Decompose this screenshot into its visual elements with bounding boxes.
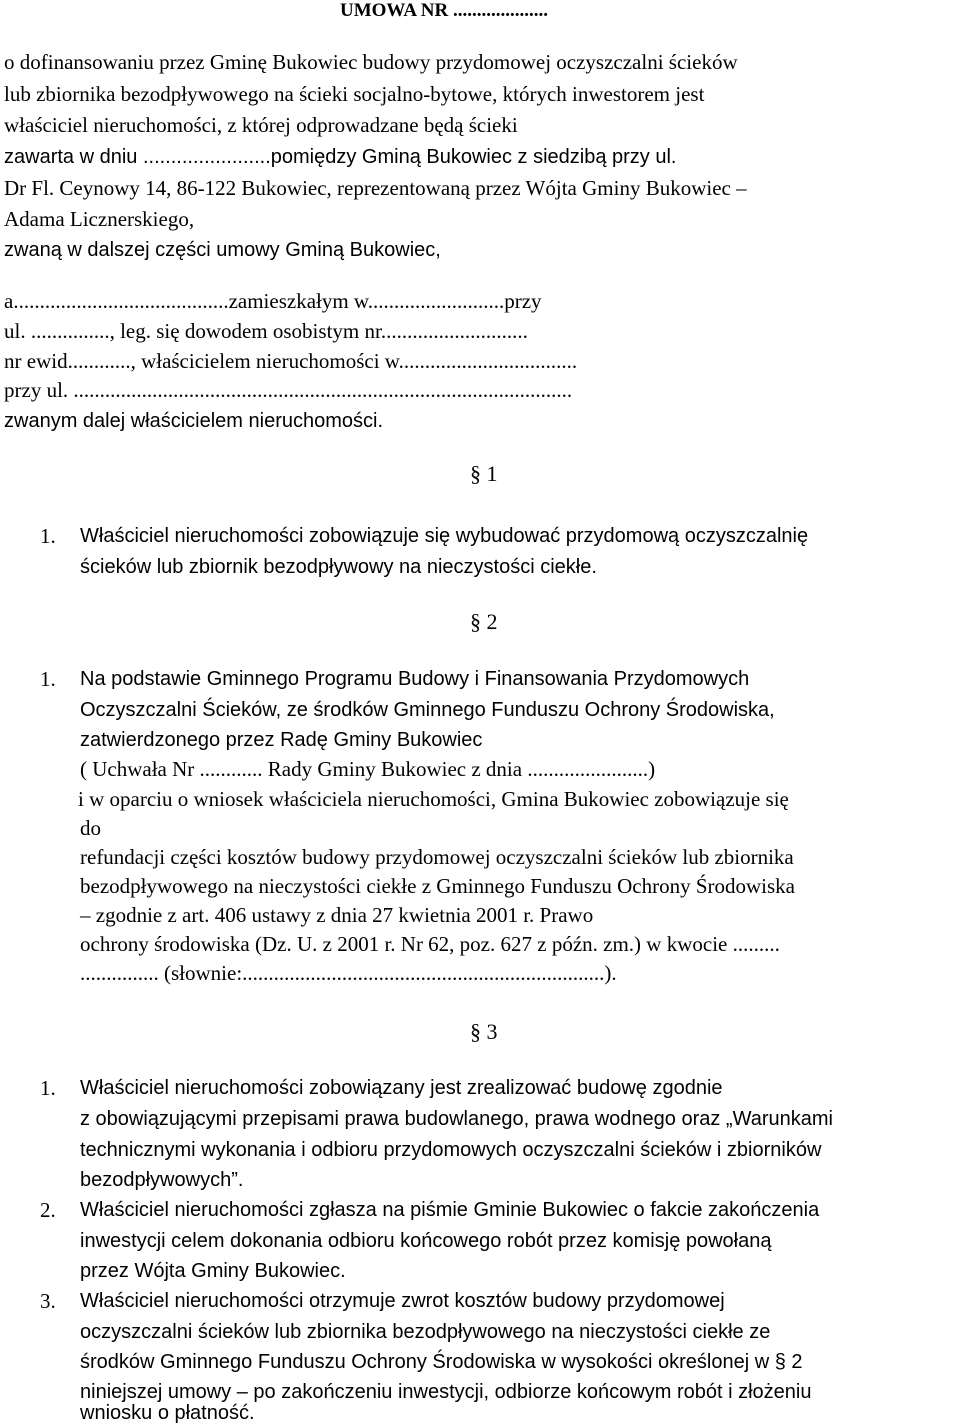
section-3-item-1-line-1: Właściciel nieruchomości zobowiązany jest zrealizować budowę zgodnie [80,1077,723,1099]
party-line-4: przy ul. ............................................................................................... [4,378,573,402]
section-3-item-3-line-1: Właściciel nieruchomości otrzymuje zwrot kosztów budowy przydomowej [80,1290,725,1312]
section-1-item-1-line-1: Właściciel nieruchomości zobowiązuje się wybudować przydomową oczyszczalnię [80,525,809,547]
document-title: UMOWA NR .................... [340,0,548,21]
section-2-item-1-line-10: ochrony środowiska (Dz. U. z 2001 r. Nr 62, poz. 627 z późn. zm.) w kwocie ......... [80,932,780,956]
section-3-heading: § 3 [470,1019,498,1044]
section-2-item-1-number: 1. [40,667,56,691]
preamble-line-7: zwaną w dalszej części umowy Gminą Bukowiec, [4,239,441,261]
preamble-line-4: zawarta w dniu .......................pomiędzy Gminą Bukowiec z siedzibą przy ul. [4,146,677,168]
party-line-5: zwanym dalej właścicielem nieruchomości. [4,410,384,432]
section-2-heading: § 2 [470,609,498,634]
section-2-item-1-line-11: ............... (słownie:.....................................................................). [80,961,617,985]
section-1-heading: § 1 [470,461,498,486]
section-3-item-3-line-5: wniosku o płatność. [80,1402,255,1424]
section-2-item-1-line-5: i w oparciu o wniosek właściciela nieruchomości, Gmina Bukowiec zobowiązuje się [78,787,789,811]
section-3-item-3-line-2: oczyszczalni ścieków lub zbiornika bezodpływowego na nieczystości ciekłe ze [80,1321,771,1343]
party-line-2: ul. ..............., leg. się dowodem osobistym nr............................ [4,319,528,343]
preamble-line-5: Dr Fl. Ceynowy 14, 86-122 Bukowiec, reprezentowaną przez Wójta Gminy Bukowiec – [4,176,747,200]
section-2-item-1-line-1: Na podstawie Gminnego Programu Budowy i Finansowania Przydomowych [80,668,750,690]
section-3-item-2-number: 2. [40,1198,56,1222]
section-2-item-1-line-2: Oczyszczalni Ścieków, ze środków Gminnego Funduszu Ochrony Środowiska, [80,699,775,721]
party-line-1: a.........................................zamieszkałym w..........................przy [4,289,542,313]
section-3-item-2-line-1: Właściciel nieruchomości zgłasza na piśmie Gminie Bukowiec o fakcie zakończenia [80,1199,820,1221]
section-2-item-1-line-6: do [80,816,101,840]
section-3-item-3-line-4: niniejszej umowy – po zakończeniu inwestycji, odbiorze końcowym robót i złożeniu [80,1381,812,1403]
section-1-item-1-line-2: ścieków lub zbiornik bezodpływowy na nieczystości ciekłe. [80,556,597,578]
party-line-3: nr ewid............, właścicielem nieruchomości w.................................. [4,349,578,373]
section-3-item-1-line-4: bezodpływowych”. [80,1169,244,1191]
section-3-item-1-line-3: technicznymi wykonania i odbioru przydomowych oczyszczalni ścieków i zbiorników [80,1139,822,1161]
section-2-item-1-line-3: zatwierdzonego przez Radę Gminy Bukowiec [80,729,483,751]
section-3-item-2-line-2: inwestycji celem dokonania odbioru końcowego robót przez komisję powołaną [80,1230,772,1252]
section-2-item-1-line-8: bezodpływowego na nieczystości ciekłe z Gminnego Funduszu Ochrony Środowiska [80,874,796,898]
section-2-item-1-line-9: – zgodnie z art. 406 ustawy z dnia 27 kwietnia 2001 r. Prawo [80,903,594,927]
section-2-item-1-line-7: refundacji części kosztów budowy przydomowej oczyszczalni ścieków lub zbiornika [80,845,794,869]
preamble-line-6: Adama Licznerskiego, [4,207,195,231]
section-3-item-1-line-2: z obowiązującymi przepisami prawa budowlanego, prawa wodnego oraz „Warunkami [80,1108,833,1130]
preamble-line-3: właściciel nieruchomości, z której odprowadzane będą ścieki [4,113,518,137]
preamble-line-1: o dofinansowaniu przez Gminę Bukowiec budowy przydomowej oczyszczalni ścieków [4,50,738,74]
section-3-item-3-line-3: środków Gminnego Funduszu Ochrony Środowiska w wysokości określonej w § 2 [80,1351,803,1373]
section-2-item-1-line-4: ( Uchwała Nr ............ Rady Gminy Bukowiec z dnia .......................) [80,757,656,781]
section-3-item-2-line-3: przez Wójta Gminy Bukowiec. [80,1260,346,1282]
section-3-item-3-number: 3. [40,1289,56,1313]
preamble-line-2: lub zbiornika bezodpływowego na ścieki socjalno-bytowe, których inwestorem jest [4,82,705,106]
section-1-item-1-number: 1. [40,524,56,548]
section-3-item-1-number: 1. [40,1076,56,1100]
